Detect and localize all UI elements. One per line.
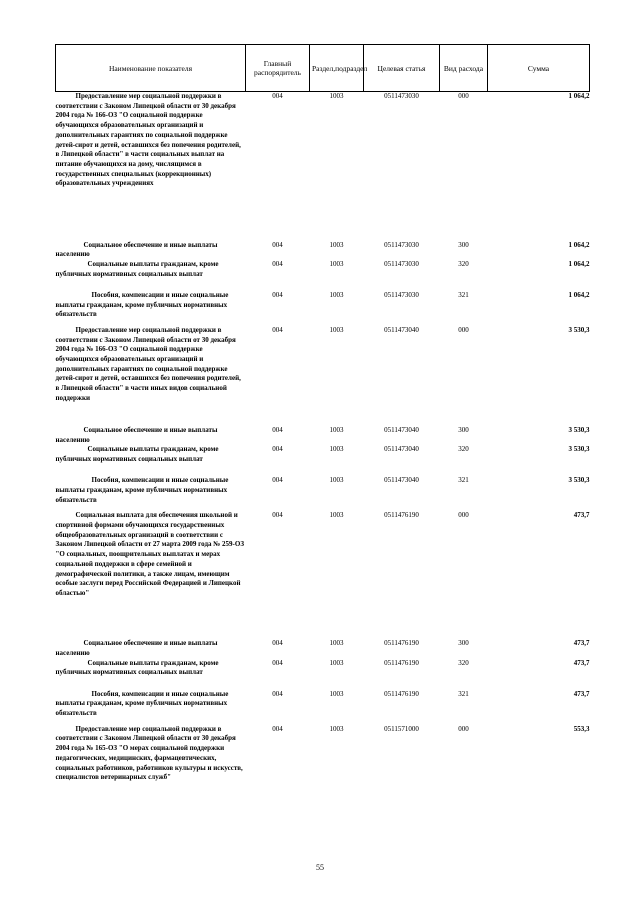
row-admin: 004 xyxy=(272,511,283,520)
row-name: Социальные выплаты гражданам, кроме публичных нормативных социальных выплат xyxy=(55,445,219,464)
row-sum: 553,3 xyxy=(573,724,590,733)
table-row xyxy=(56,426,590,445)
row-target: 0511473030 xyxy=(384,92,419,100)
row-name-cell xyxy=(56,511,246,639)
row-section: 1003 xyxy=(329,325,344,334)
table-body xyxy=(56,92,590,805)
row-expense-type: 321 xyxy=(458,689,469,698)
table-row xyxy=(56,260,590,291)
header-exptype: Вид расхода xyxy=(440,45,488,92)
row-name: Социальная выплата для обеспечения школьной и спортивной формами обучающихся государственных общеобразовательных организаций в соответствии с Законом Липецкой области от 27 марта 2009 года № 259-ОЗ "О социальных, поощрительных выплатах и мерах социальной поддержки в сфере семейной и демографической политики, а также лицам, имеющим особые заслуги перед Российской Федерацией и Липецкой областью" xyxy=(55,511,245,597)
row-target: 0511473030 xyxy=(384,290,419,299)
row-admin: 004 xyxy=(272,92,283,100)
row-section: 1003 xyxy=(329,240,344,249)
row-section: 1003 xyxy=(329,689,344,698)
row-expense-type: 320 xyxy=(458,658,469,667)
row-section: 1003 xyxy=(329,476,344,485)
row-target: 0511473040 xyxy=(384,425,419,434)
row-target: 0511473030 xyxy=(384,259,419,268)
row-name-cell xyxy=(56,241,246,260)
row-admin: 004 xyxy=(272,724,283,733)
row-target: 0511473040 xyxy=(384,325,419,334)
row-admin: 004 xyxy=(272,445,283,454)
table-row xyxy=(56,92,590,241)
row-name: Пособия, компенсации и иные социальные выплаты гражданам, кроме публичных нормативных обязательств xyxy=(55,689,229,718)
page-number: 55 xyxy=(316,863,324,872)
row-name-cell xyxy=(56,639,246,658)
row-name: Социальные выплаты гражданам, кроме публичных нормативных социальных выплат xyxy=(55,658,219,677)
row-target: 0511571000 xyxy=(384,724,419,733)
table-row xyxy=(56,659,590,690)
row-expense-type: 000 xyxy=(458,511,469,520)
row-sum: 1 064,2 xyxy=(568,92,590,100)
header-section: Раздел,подраздел xyxy=(310,45,364,92)
row-sum: 3 530,3 xyxy=(568,425,590,434)
row-sum: 1 064,2 xyxy=(568,240,590,249)
row-expense-type: 300 xyxy=(458,240,469,249)
row-expense-type: 320 xyxy=(458,259,469,268)
row-target: 0511473040 xyxy=(384,476,419,485)
row-expense-type: 000 xyxy=(458,724,469,733)
row-expense-type: 000 xyxy=(458,92,469,100)
row-section: 1003 xyxy=(329,290,344,299)
row-section: 1003 xyxy=(329,658,344,667)
row-admin: 004 xyxy=(272,425,283,434)
row-expense-type: 321 xyxy=(458,290,469,299)
table-row xyxy=(56,445,590,476)
row-target: 0511473040 xyxy=(384,445,419,454)
table-row xyxy=(56,639,590,658)
row-name-cell xyxy=(56,690,246,725)
row-target: 0511476190 xyxy=(384,658,419,667)
row-section: 1003 xyxy=(329,445,344,454)
row-name-cell xyxy=(56,92,246,241)
table-row xyxy=(56,291,590,326)
row-name: Социальное обеспечение и иные выплаты населению xyxy=(55,240,218,259)
row-name-cell xyxy=(56,260,246,291)
row-name-cell xyxy=(56,445,246,476)
header-name: Наименование показателя xyxy=(56,45,246,92)
table-row xyxy=(56,690,590,725)
row-target: 0511476190 xyxy=(384,639,419,648)
row-sum: 3 530,3 xyxy=(568,476,590,485)
row-expense-type: 300 xyxy=(458,425,469,434)
row-sum: 473,7 xyxy=(573,511,590,520)
row-admin: 004 xyxy=(272,325,283,334)
row-name: Пособия, компенсации и иные социальные выплаты гражданам, кроме публичных нормативных обязательств xyxy=(55,290,229,319)
row-admin: 004 xyxy=(272,689,283,698)
table-header-row xyxy=(56,45,590,92)
row-expense-type: 000 xyxy=(458,325,469,334)
row-name-cell xyxy=(56,291,246,326)
row-section: 1003 xyxy=(329,92,344,100)
row-target: 0511476190 xyxy=(384,511,419,520)
row-section: 1003 xyxy=(329,511,344,520)
row-sum: 1 064,2 xyxy=(568,259,590,268)
row-target: 0511476190 xyxy=(384,689,419,698)
row-expense-type: 320 xyxy=(458,445,469,454)
row-target: 0511473030 xyxy=(384,240,419,249)
row-name: Предоставление мер социальной поддержки в соответствии с Законом Липецкой области от 30 декабря 2004 года № 166-ОЗ "О социальной поддержке обучающихся образовательных организаций и дополнительных гарантиях по социальной поддержке детей-сирот и детей, оставшихся без попечения родителей, в Липецкой области" в части социальных выплат на питание обучающихся на дому, числящимся в государственных специальных (коррекционных) образовательных учреждениях xyxy=(55,92,241,188)
header-target: Целевая статья xyxy=(364,45,440,92)
row-sum: 3 530,3 xyxy=(568,325,590,334)
row-section: 1003 xyxy=(329,259,344,268)
row-name-cell xyxy=(56,426,246,445)
table-row xyxy=(56,326,590,426)
row-name: Социальное обеспечение и иные выплаты населению xyxy=(55,639,218,658)
row-admin: 004 xyxy=(272,658,283,667)
row-sum: 1 064,2 xyxy=(568,290,590,299)
header-admin: Главный распорядитель xyxy=(246,45,310,92)
row-section: 1003 xyxy=(329,425,344,434)
row-expense-type: 300 xyxy=(458,639,469,648)
row-admin: 004 xyxy=(272,259,283,268)
table-row xyxy=(56,725,590,805)
row-admin: 004 xyxy=(272,290,283,299)
row-sum: 3 530,3 xyxy=(568,445,590,454)
row-admin: 004 xyxy=(272,476,283,485)
row-name: Пособия, компенсации и иные социальные выплаты гражданам, кроме публичных нормативных обязательств xyxy=(55,476,229,504)
budget-table xyxy=(55,44,590,805)
row-admin: 004 xyxy=(272,639,283,648)
row-name: Социальное обеспечение и иные выплаты населению xyxy=(55,425,218,444)
row-sum: 473,7 xyxy=(573,658,590,667)
row-name-cell xyxy=(56,725,246,805)
row-admin: 004 xyxy=(272,240,283,249)
row-name-cell xyxy=(56,326,246,426)
row-name: Предоставление мер социальной поддержки в соответствии с Законом Липецкой области от 30 декабря 2004 года № 166-ОЗ "О социальной поддержке обучающихся образовательных организаций и дополнительных гарантиях по социальной поддержке детей-сирот и детей, оставшихся без попечения родителей, в Липецкой области" в части иных видов социальной поддержки xyxy=(55,325,241,402)
row-section: 1003 xyxy=(329,724,344,733)
row-name: Предоставление мер социальной поддержки в соответствии с Законом Липецкой области от 30 декабря 2004 года № 165-ОЗ "О мерах социальной поддержки педагогических, медицинских, фармацевтических, социальных работников, работников культуры и искусств, специалистов ветеринарных служб" xyxy=(55,724,243,782)
row-expense-type: 321 xyxy=(458,476,469,485)
row-name-cell xyxy=(56,659,246,690)
header-sum: Сумма xyxy=(488,45,590,92)
row-sum: 473,7 xyxy=(573,639,590,648)
row-name: Социальные выплаты гражданам, кроме публичных нормативных социальных выплат xyxy=(55,259,219,278)
table-row xyxy=(56,511,590,639)
row-section: 1003 xyxy=(329,639,344,648)
table-row xyxy=(56,476,590,511)
table-row xyxy=(56,241,590,260)
row-sum: 473,7 xyxy=(573,689,590,698)
row-name-cell xyxy=(56,476,246,511)
